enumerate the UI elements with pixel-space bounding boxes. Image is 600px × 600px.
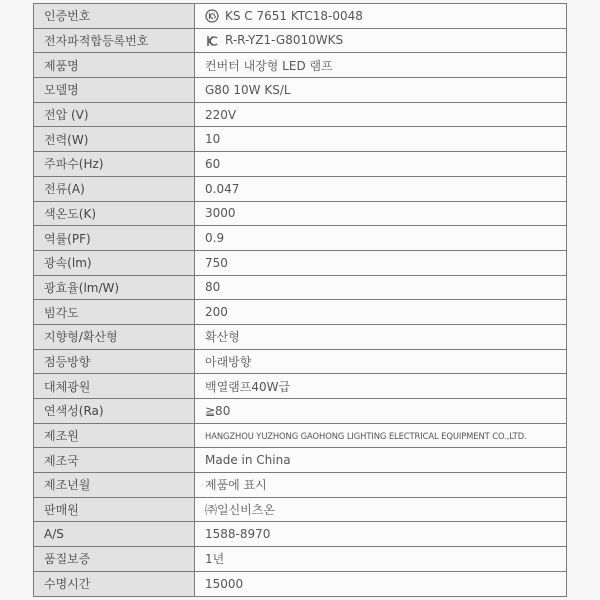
spec-value: 확산형	[205, 330, 240, 345]
spec-row	[34, 571, 567, 596]
spec-value: 아래방향	[205, 354, 252, 369]
spec-table-body	[34, 4, 567, 597]
spec-value: 제품에 표시	[205, 478, 267, 493]
spec-value: 220V	[205, 107, 237, 122]
spec-row	[34, 53, 567, 78]
spec-value-cell	[195, 547, 567, 572]
spec-value-cell	[195, 324, 567, 349]
spec-value-cell	[195, 275, 567, 300]
spec-label: 제품명	[34, 53, 195, 78]
spec-row	[34, 127, 567, 152]
spec-row	[34, 399, 567, 424]
spec-row	[34, 152, 567, 177]
spec-value: 80	[205, 280, 221, 295]
spec-table	[33, 3, 567, 597]
spec-row	[34, 423, 567, 448]
spec-row	[34, 473, 567, 498]
spec-value-cell	[195, 300, 567, 325]
spec-value-cell	[195, 522, 567, 547]
spec-label: A/S	[34, 522, 195, 547]
spec-value-cell	[195, 497, 567, 522]
spec-value: 750	[205, 255, 228, 270]
spec-value-cell	[195, 102, 567, 127]
spec-value-cell	[195, 53, 567, 78]
spec-value-cell	[195, 571, 567, 596]
spec-label: 제조국	[34, 448, 195, 473]
spec-value-cell	[195, 423, 567, 448]
spec-row	[34, 201, 567, 226]
spec-value: ≧80	[205, 403, 231, 418]
spec-value: 백열램프40W급	[205, 379, 291, 394]
spec-value: 1년	[205, 552, 225, 567]
spec-row	[34, 522, 567, 547]
spec-value: 1588-8970	[205, 527, 271, 542]
spec-value: 10	[205, 132, 221, 147]
spec-value-cell	[195, 374, 567, 399]
spec-value: 60	[205, 156, 221, 171]
spec-row	[34, 102, 567, 127]
spec-label: 판매원	[34, 497, 195, 522]
spec-value-cell	[195, 250, 567, 275]
spec-label: 전력(W)	[34, 127, 195, 152]
spec-row	[34, 324, 567, 349]
spec-value-cell	[195, 78, 567, 103]
spec-label: 수명시간	[34, 571, 195, 596]
spec-label: 제조원	[34, 423, 195, 448]
spec-row	[34, 226, 567, 251]
spec-value-cell	[195, 349, 567, 374]
spec-value: HANGZHOU YUZHONG GAOHONG LIGHTING ELECTRICAL EQUIPMENT CO.,LTD.	[205, 430, 527, 441]
spec-value-cell	[195, 176, 567, 201]
spec-label: 빔각도	[34, 300, 195, 325]
spec-label: 점등방향	[34, 349, 195, 374]
spec-value: 컨버터 내장형 LED 램프	[205, 58, 333, 73]
spec-label: 연색성(Ra)	[34, 399, 195, 424]
kc-mark-icon	[205, 34, 219, 48]
spec-row	[34, 448, 567, 473]
spec-row	[34, 497, 567, 522]
spec-label: 모델명	[34, 78, 195, 103]
spec-value: 0.9	[205, 231, 225, 246]
spec-value-cell	[195, 399, 567, 424]
spec-value-cell	[195, 127, 567, 152]
spec-value: ㈜일신비츠온	[205, 503, 275, 518]
spec-row	[34, 300, 567, 325]
spec-row	[34, 349, 567, 374]
spec-value-cell	[195, 448, 567, 473]
spec-value: Made in China	[205, 453, 291, 468]
spec-value-cell	[195, 4, 567, 29]
spec-label: 주파수(Hz)	[34, 152, 195, 177]
spec-label: 광속(lm)	[34, 250, 195, 275]
spec-row	[34, 547, 567, 572]
spec-value: 0.047	[205, 181, 240, 196]
spec-value-cell	[195, 473, 567, 498]
spec-label: 제조년월	[34, 473, 195, 498]
spec-label: 전자파적합등록번호	[34, 28, 195, 53]
spec-value: 200	[205, 305, 228, 320]
spec-value-cell	[195, 152, 567, 177]
spec-row	[34, 374, 567, 399]
spec-label: 대체광원	[34, 374, 195, 399]
spec-label: 전류(A)	[34, 176, 195, 201]
spec-row	[34, 78, 567, 103]
spec-label: 역률(PF)	[34, 226, 195, 251]
spec-label: 색온도(K)	[34, 201, 195, 226]
spec-row	[34, 250, 567, 275]
spec-value: KS C 7651 KTC18-0048	[225, 8, 363, 23]
spec-label: 품질보증	[34, 547, 195, 572]
spec-value: 15000	[205, 576, 244, 591]
spec-value-cell	[195, 28, 567, 53]
spec-label: 광효율(lm/W)	[34, 275, 195, 300]
spec-value-cell	[195, 226, 567, 251]
spec-value: 3000	[205, 206, 236, 221]
spec-row	[34, 275, 567, 300]
spec-row	[34, 28, 567, 53]
ks-mark-icon	[205, 9, 219, 23]
spec-label: 전압 (V)	[34, 102, 195, 127]
spec-value-cell	[195, 201, 567, 226]
spec-label: 지향형/확산형	[34, 324, 195, 349]
spec-row	[34, 176, 567, 201]
spec-row	[34, 4, 567, 29]
spec-label: 인증번호	[34, 4, 195, 29]
spec-value: G80 10W KS/L	[205, 82, 291, 97]
spec-value: R-R-YZ1-G8010WKS	[225, 33, 344, 48]
